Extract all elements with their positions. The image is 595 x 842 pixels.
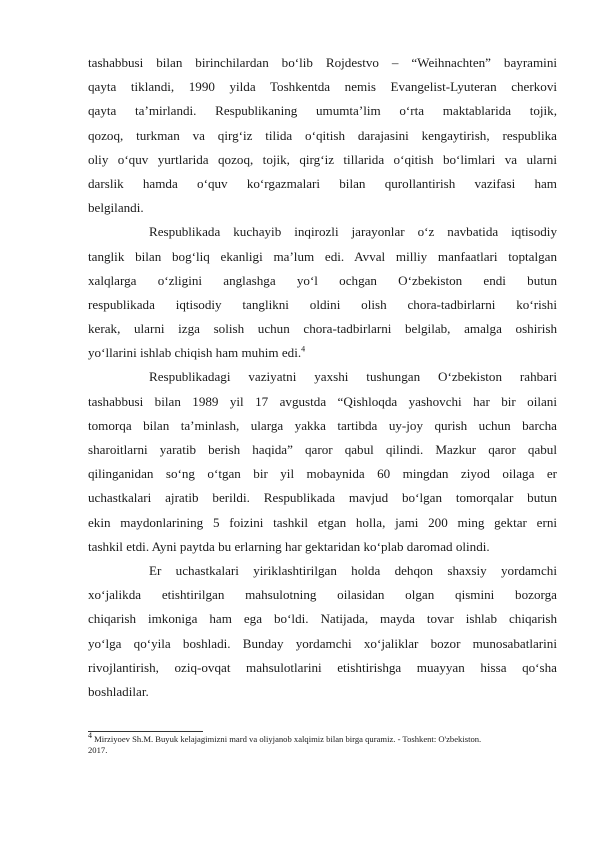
footnote-line-2: 2017.	[88, 745, 108, 755]
text-line	[88, 632, 557, 656]
text-line-content: rivojlantirish, oziq-ovqat mahsulotlarini etishtirishga muayyan hissa qo‘sha	[88, 659, 557, 675]
footnote-marker: 4	[88, 731, 92, 741]
text-line-content: sharoitlarni yaratib berish haqida” qaror qabul qilindi. Mazkur qaror qabul	[88, 442, 557, 457]
text-line	[88, 607, 557, 631]
footnote-separator	[88, 731, 203, 732]
text-line	[88, 390, 557, 414]
text-line-content: respublikada iqtisodiy tanglikni oldini olish chora-tadbirlarni ko‘rishi	[88, 296, 557, 312]
text-line	[88, 511, 557, 535]
text-line-content: Respublikadagi vaziyatni yaxshi tushungan O‘zbekiston rahbari	[149, 369, 557, 385]
text-line	[88, 172, 557, 196]
document-body	[88, 51, 557, 704]
text-line	[88, 148, 557, 172]
text-line	[88, 486, 557, 510]
text-line-content: tashabbusi bilan 1989 yil 17 avgustda “Qishloqda yashovchi har bir oilani	[88, 393, 557, 409]
text-line-content: oliy o‘quv yurtlarida qozoq, tojik, qirg‘iz tillarida o‘qitish bo‘limlari va ularni	[88, 151, 557, 167]
text-line	[88, 680, 557, 704]
footnote-reference: 4	[301, 344, 306, 354]
text-line	[88, 535, 557, 559]
text-line-content: qozoq, turkman va qirg‘iz tilida o‘qitish darajasini kengaytirish, respublika	[88, 127, 557, 143]
text-line-content: xo‘jalikda etishtirilgan mahsulotning oilasidan olgan qismini bozorga	[88, 587, 557, 603]
text-line-content: chiqarish imkoniga ham ega bo‘ldi. Natijada, mayda tovar ishlab chiqarish	[88, 611, 557, 627]
text-line-content: uchastkalari ajratib berildi. Respublikada mavjud bo‘lgan tomorqalar butun	[88, 490, 557, 506]
text-line	[88, 293, 557, 317]
text-line-content: xalqlarga o‘zligini anglashga yo‘l ochgan O‘zbekiston endi butun	[88, 272, 557, 288]
text-line-content: boshladilar.	[88, 683, 149, 699]
text-line	[88, 245, 557, 269]
text-line-content: qayta ta’mirlandi. Respublikaning umumta’lim o‘rta maktablarida tojik,	[88, 103, 557, 119]
text-line-content: yo‘llarini ishlab chiqish ham muhim edi.	[88, 345, 302, 361]
footnote-line-1	[88, 731, 557, 745]
text-line-content: qayta tiklandi, 1990 yilda Toshkentda nemis Evangelist-Lyuteran cherkovi	[88, 79, 557, 95]
text-line-content: Er uchastkalari yiriklashtirilgan holda dehqon shaxsiy yordamchi	[149, 562, 557, 578]
footnote-text: Mirziyoev Sh.M. Buyuk kelajagimizni mard va oliyjanob xalqimiz bilan birga quramiz. - Toshkent: O'zbekiston.	[94, 734, 482, 744]
text-line	[88, 559, 557, 583]
text-line-content: kerak, ularni izga solish uchun chora-tadbirlarni belgilab, amalga oshirish	[88, 321, 557, 337]
text-line	[88, 438, 557, 462]
text-line	[88, 317, 557, 341]
text-line	[88, 656, 557, 680]
text-line-content: tanglik bilan bog‘liq ekanligi ma’lum edi. Avval milliy manfaatlari toptalgan	[88, 248, 557, 264]
text-line	[88, 414, 557, 438]
text-line-content: darslik hamda o‘quv ko‘rgazmalari bilan qurollantirish vazifasi ham	[88, 175, 557, 191]
text-line-content: qilinganidan so‘ng o‘tgan bir yil mobaynida 60 mingdan ziyod oilaga er	[88, 466, 557, 482]
text-line	[88, 124, 557, 148]
text-line-content: tomorqa bilan ta’minlash, ularga yakka tartibda uy-joy qurish uchun barcha	[88, 417, 557, 433]
text-line	[88, 75, 557, 99]
text-line-content: belgilandi.	[88, 200, 144, 216]
text-line-content: tashkil etdi. Ayni paytda bu erlarning har gektaridan ko‘plab daromad olindi.	[88, 538, 490, 554]
text-line	[88, 51, 557, 75]
text-line-content: ekin maydonlarining 5 foizini tashkil etgan holla, jami 200 ming gektar erni	[88, 514, 557, 530]
text-line-content: yo‘lga qo‘yila boshladi. Bunday yordamchi xo‘jaliklar bozor munosabatlarini	[88, 635, 557, 651]
text-line-content: Respublikada kuchayib inqirozli jarayonlar o‘z navbatida iqtisodiy	[149, 224, 557, 240]
text-line	[88, 341, 557, 365]
text-line	[88, 583, 557, 607]
text-line	[88, 196, 557, 220]
text-line-content: tashabbusi bilan birinchilardan bo‘lib Rojdestvo – “Weihnachten” bayramini	[88, 55, 557, 70]
text-line	[88, 99, 557, 123]
text-line	[88, 269, 557, 293]
text-line	[88, 365, 557, 389]
footnote	[88, 731, 557, 756]
text-line	[88, 462, 557, 486]
text-line	[88, 220, 557, 244]
